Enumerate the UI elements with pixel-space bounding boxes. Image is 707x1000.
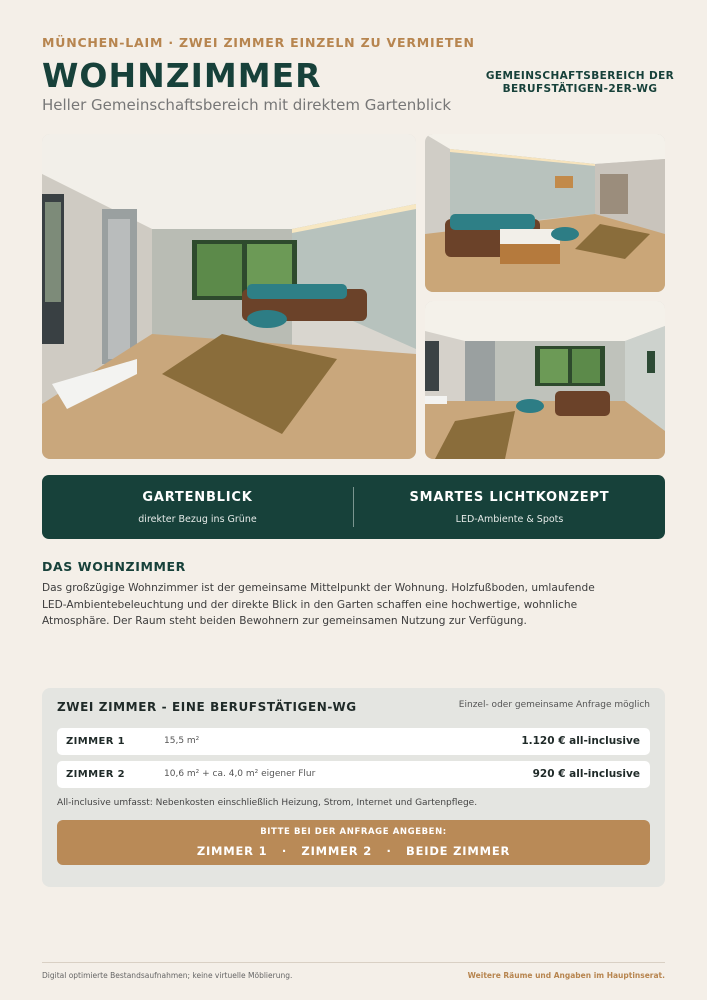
room-size: 15,5 m²: [164, 736, 200, 746]
feature-bar: [42, 475, 665, 539]
page-title: WOHNZIMMER: [42, 56, 322, 95]
wg-label: [480, 70, 680, 96]
living-room-main-photo: [42, 134, 416, 459]
footer-divider: [42, 962, 665, 963]
room-size: 10,6 m² + ca. 4,0 m² eigener Flur: [164, 769, 316, 779]
room-row-1: [57, 728, 650, 755]
description-body: Das großzügige Wohnzimmer ist der gemeinsame Mittelpunkt der Wohnung. Holzfußboden, umlaufende LED-Ambientebeleuchtung und der direkte Blick in den Garten schaffen eine hochwertige, wohnliche Atmosphäre. Der Raum steht beiden Bewohnern zur gemeinsamen Nutzung zur Verfügung.: [42, 582, 595, 627]
wg-label-line2: BERUFSTÄTIGEN-2ER-WG: [502, 83, 658, 95]
inquiry-options: ZIMMER 1 · ZIMMER 2 · BEIDE ZIMMER: [196, 844, 511, 858]
rooms-note: Einzel- oder gemeinsame Anfrage möglich: [458, 700, 650, 710]
footer-reference: Weitere Räume und Angaben im Hauptinserat.: [467, 971, 665, 980]
room-price: 1.120 € all-inclusive: [521, 735, 640, 747]
inquiry-label: BITTE BEI DER ANFRAGE ANGEBEN:: [260, 827, 447, 837]
feature-garden-view: [42, 475, 353, 539]
inquiry-banner: [57, 820, 650, 865]
feature-subtitle: direkter Bezug ins Grüne: [138, 513, 257, 525]
page-subtitle: Heller Gemeinschaftsbereich mit direktem Gartenblick: [42, 96, 452, 114]
feature-subtitle: LED-Ambiente & Spots: [455, 513, 564, 525]
room-row-2: [57, 761, 650, 788]
rooms-panel: [42, 688, 665, 887]
wg-label-line1: GEMEINSCHAFTSBEREICH DER: [485, 70, 675, 82]
inclusive-note: All-inclusive umfasst: Nebenkosten einschließlich Heizung, Strom, Internet und Gartenpflege.: [57, 798, 478, 808]
feature-title: SMARTES LICHTKONZEPT: [409, 489, 610, 505]
rooms-title: ZWEI ZIMMER - EINE BERUFSTÄTIGEN-WG: [57, 700, 357, 714]
location-kicker: MÜNCHEN-LAIM · ZWEI ZIMMER EINZELN ZU VERMIETEN: [42, 35, 475, 50]
room-name: ZIMMER 2: [66, 769, 126, 780]
description-title: DAS WOHNZIMMER: [42, 559, 186, 574]
room-name: ZIMMER 1: [66, 736, 126, 747]
room-price: 920 € all-inclusive: [532, 768, 640, 780]
living-room-sofa-photo: [425, 134, 665, 292]
feature-lighting: [354, 475, 665, 539]
feature-title: GARTENBLICK: [142, 489, 253, 505]
living-room-window-photo: [425, 301, 665, 459]
footer-disclaimer: Digital optimierte Bestandsaufnahmen; keine virtuelle Möblierung.: [42, 971, 293, 980]
